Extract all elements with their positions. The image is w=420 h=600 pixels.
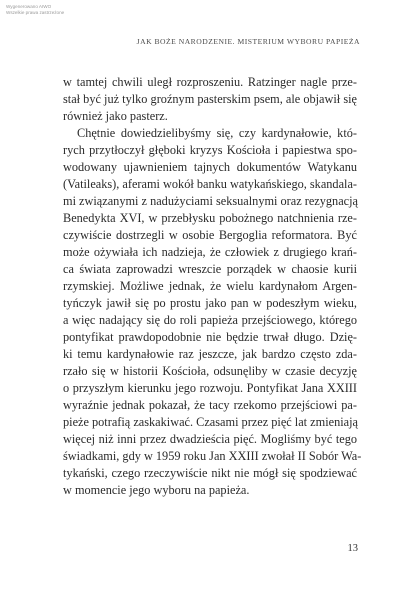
text-line: wodowany ujawnieniem tajnych dokumentów Watykanu <box>63 160 357 174</box>
text-line: czywiście dostrzegli w osobie Bergoglia reformatora. Być <box>63 228 357 242</box>
watermark-line-1: Wygenerowano AIWO <box>6 4 52 9</box>
text-line: może ożywiała ich nadzieja, że człowiek z drugiego krań- <box>63 245 357 259</box>
running-header: JAK BOŻE NARODZENIE. MISTERIUM WYBORU PAPIEŻA <box>136 37 360 46</box>
paragraph-1 <box>63 74 357 125</box>
text-line: ki temu kardynałowie raz jeszcze, jak bardzo często zda- <box>63 347 357 361</box>
text-line: w tamtej chwili uległ rozproszeniu. Ratzinger nagle prze- <box>63 75 357 89</box>
text-line: w momencie jego wyboru na papieża. <box>63 483 250 497</box>
text-line: rzało się w historii Kościoła, odsunęliby w czasie decyzję <box>63 364 357 378</box>
text-line: świadkami, gdy w 1959 roku Jan XXIII zwołał II Sobór Wa- <box>63 449 362 463</box>
page-number: 13 <box>347 543 358 554</box>
watermark-line-2: Wszelkie prawa zastrzeżone <box>6 10 65 15</box>
text-line: (Vatileaks), aferami wokół banku watykańskiego, skandala- <box>63 177 358 191</box>
text-line: więcej niż inni przez dwadzieścia pięć. Mogliśmy być tego <box>63 432 357 446</box>
text-line: tyńczyk jawił się po prostu jako pan w podeszłym wieku, <box>63 296 357 310</box>
text-line: stał być już tylko groźnym pasterskim psem, ale objawił się <box>63 92 357 106</box>
text-line: o przyszłym kierunku jego rozwoju. Pontyfikat Jana XXIII <box>63 381 357 395</box>
text-line: Benedykta XVI, w przebłysku pobożnego natchnienia rze- <box>63 211 357 225</box>
body-text <box>63 74 362 499</box>
text-line: wyraźnie jednak pokazał, że tacy rzekomo przejściowi pa- <box>63 398 357 412</box>
watermark <box>6 4 64 16</box>
text-line: tykański, czego rzeczywiście nikt nie mógł się spodziewać <box>63 466 357 480</box>
text-line: pieże potrafią zaskakiwać. Czasami przez pięć lat zmieniają <box>63 415 358 429</box>
text-line: rzymskiej. Możliwe jednak, że wielu kardynałom Argen- <box>63 279 357 293</box>
text-line: a więc nadający się do roli papieża przejściowego, którego <box>63 313 357 327</box>
paragraph-2 <box>63 125 362 499</box>
text-line: ca świata zaprowadzi wreszcie porządek w chaosie kurii <box>63 262 357 276</box>
text-line: rych przytłoczył głęboki kryzys Kościoła i papiestwa spo- <box>63 143 357 157</box>
text-line: mi związanymi z nadużyciami seksualnymi oraz rezygnacją <box>63 194 358 208</box>
text-line: Chętnie dowiedzielibyśmy się, czy kardynałowie, któ- <box>77 126 357 140</box>
text-line: pontyfikat prawdopodobnie nie będzie trwał długo. Dzię- <box>63 330 357 344</box>
text-line: również jako pasterz. <box>63 109 168 123</box>
